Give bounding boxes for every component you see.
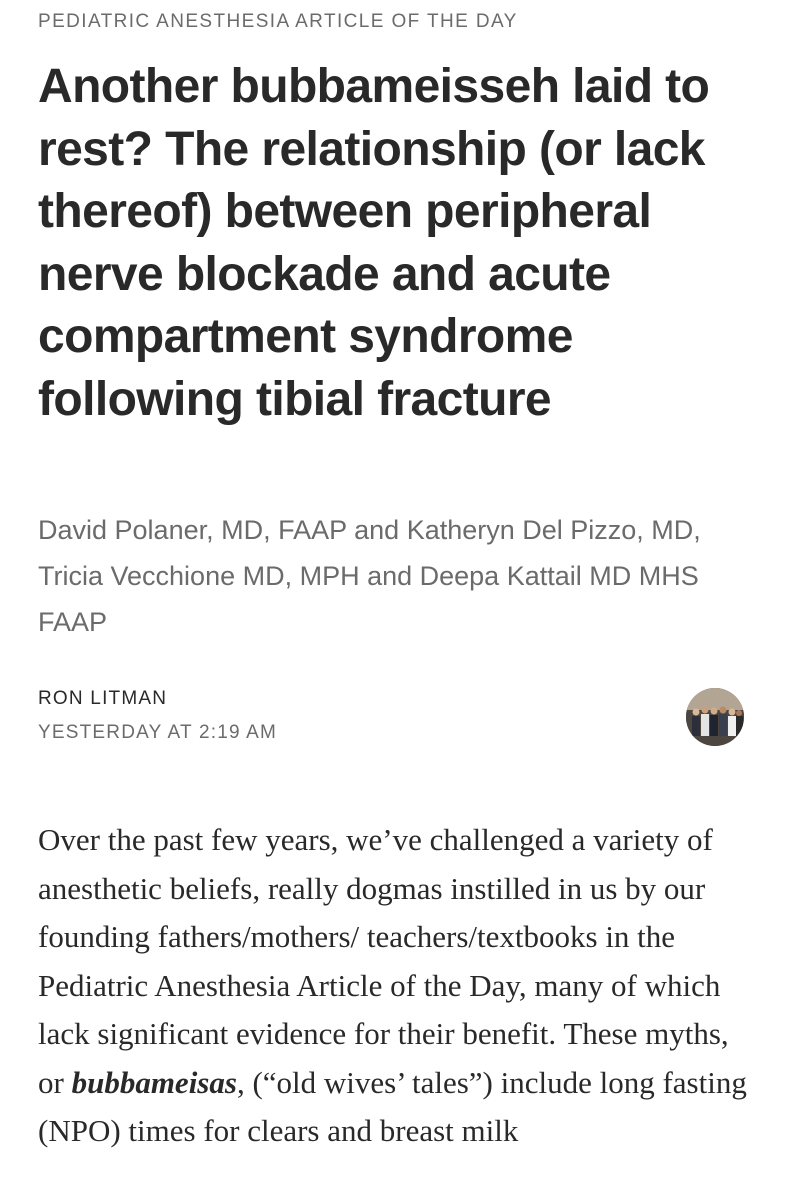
byline	[38, 688, 748, 758]
group-photo-icon	[686, 688, 744, 746]
author-avatar[interactable]	[686, 688, 744, 746]
publish-timestamp: YESTERDAY AT 2:19 AM	[38, 722, 278, 743]
article-title: Another bubbameisseh laid to rest? The relationship (or lack thereof) between peripheral nerve blockade and acute compartment syndrome following tibial fracture	[38, 60, 710, 426]
publication-kicker[interactable]: PEDIATRIC ANESTHESIA ARTICLE OF THE DAY	[38, 11, 518, 32]
body-text-outro: , (“old wives’ tales”) include long fasting (NPO) times for clears and breast milk	[38, 1064, 747, 1148]
article-body-paragraph	[38, 816, 748, 1156]
body-text-intro: Over the past few years, we’ve challenged a variety of anesthetic beliefs, really dogmas instilled in us by our founding fathers/mothers/ teachers/textbooks in the Pediatric Anesthesia Article of the Day, many of which lack significant evidence for their benefit. These myths, or	[38, 822, 729, 1100]
body-text-emphasis: bubbameisas	[71, 1064, 237, 1100]
author-name[interactable]: RON LITMAN	[38, 688, 168, 709]
article-authors: David Polaner, MD, FAAP and Katheryn Del Pizzo, MD, Tricia Vecchione MD, MPH and Deepa Kattail MD MHS FAAP	[38, 515, 701, 637]
